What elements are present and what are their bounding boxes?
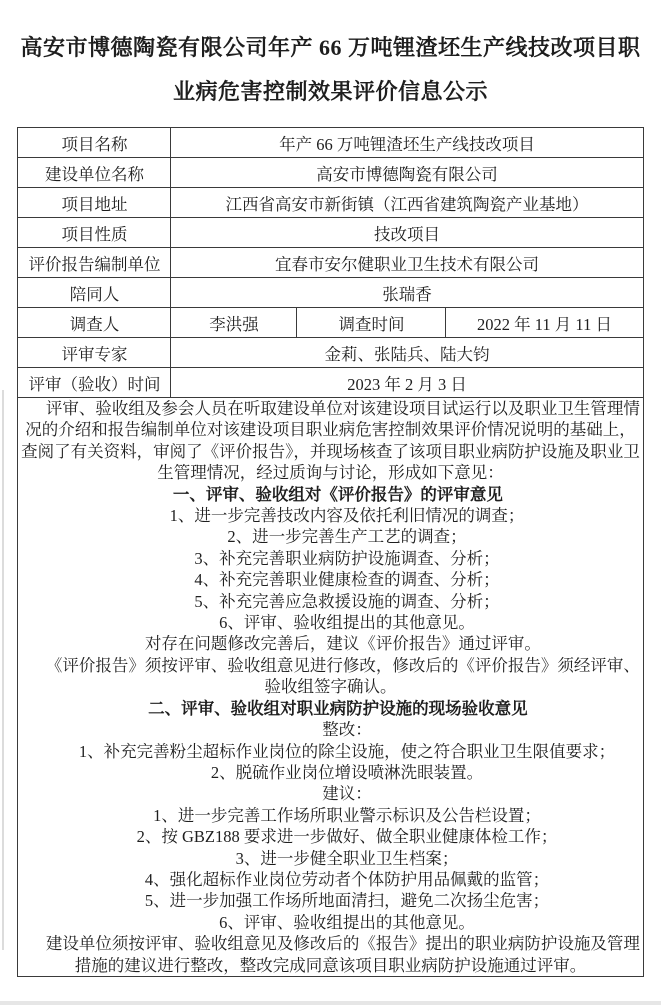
section2-heading: 二、评审、验收组对职业病防护设施的现场验收意见 [148,698,528,718]
suggest-item: 5、进一步加强工作场所地面清扫，避免二次扬尘危害； [144,891,550,911]
row-label: 评审（验收）时间 [18,368,171,398]
section1-conclusion-paragraph: 对存在问题修改完善后，建议《评价报告》通过评审。 [144,634,541,654]
rectify-label: 整改： [322,720,372,740]
row-value-2: 2022 年 11 月 11 日 [446,308,643,338]
table-row-project-name [18,128,643,158]
row-value: 江西省高安市新街镇（江西省建筑陶瓷产业基地） [171,188,643,218]
project-info-table [17,127,643,977]
section1-item: 1、进一步完善技改内容及依托利旧情况的调查； [169,506,525,526]
row-value: 技改项目 [171,218,643,248]
table-row-opinions [18,398,643,977]
section1-revision-paragraph: 《评价报告》须按评审、验收组意见进行修改，修改后的《评价报告》须经评审、验收组签字确认。 [45,655,640,697]
row-value: 年产 66 万吨锂渣坯生产线技改项目 [171,128,643,158]
table-row-investigator [18,308,643,338]
section1-heading: 一、评审、验收组对《评价报告》的评审意见 [172,484,503,504]
row-value: 2023 年 2 月 3 日 [171,368,643,398]
row-label: 建设单位名称 [18,158,171,188]
suggest-item: 2、按 GBZ188 要求进一步做好、做全职业健康体检工作； [136,827,558,847]
scan-artifact-bottom-edge [0,1001,661,1005]
intro-paragraph: 评审、验收组及参会人员在听取建设单位对该建设项目试运行以及职业卫生管理情况的介绍和报告编制单位对该建设项目职业病危害控制效果评价情况说明的基础上，查阅了有关资料，审阅了《评价报告》，并现场核查了该项目职业病防护设施及职业卫生管理情况，经过质询与讨论，形成如下意见： [21,399,640,483]
row-label: 陪同人 [18,278,171,308]
row-label-2: 调查时间 [297,308,446,338]
opinions-body [18,398,643,977]
table-row-construction-unit [18,158,643,188]
section1-item: 3、补充完善职业病防护设施调查、分析； [194,548,500,568]
row-value: 宜春市安尔健职业卫生技术有限公司 [171,248,643,278]
row-value: 张瑞香 [171,278,643,308]
row-label: 调查人 [18,308,171,338]
table-row-review-experts [18,338,643,368]
section1-item: 2、进一步完善生产工艺的调查； [227,527,467,547]
table-row-project-address [18,188,643,218]
row-label: 评审专家 [18,338,171,368]
table-row-accompanying-person [18,278,643,308]
closing-paragraph: 建设单位须按评审、验收组意见及修改后的《报告》提出的职业病防护设施及管理措施的建议进行整改，整改完成同意该项目职业病防护设施通过评审。 [45,934,640,975]
suggest-item: 4、强化超标作业岗位劳动者个体防护用品佩戴的监管； [144,869,550,889]
section1-item: 4、补充完善职业健康检查的调查、分析； [194,570,500,590]
suggest-item: 3、进一步健全职业卫生档案； [235,848,459,868]
row-value: 高安市博德陶瓷有限公司 [171,158,643,188]
row-value: 李洪强 [171,308,297,338]
row-label: 项目地址 [18,188,171,218]
section1-item: 6、评审、验收组提出的其他意见。 [219,613,475,633]
rectify-item: 2、脱硫作业岗位增设喷淋洗眼装置。 [210,762,484,782]
table-row-review-time [18,368,643,398]
section1-item: 5、补充完善应急救援设施的调查、分析； [194,591,500,611]
row-value: 金莉、张陆兵、陆大钧 [171,338,643,368]
row-label: 项目名称 [18,128,171,158]
suggest-item: 6、评审、验收组提出的其他意见。 [219,912,475,932]
row-label: 项目性质 [18,218,171,248]
suggest-label: 建议： [322,784,372,804]
page-title: 高安市博德陶瓷有限公司年产 66 万吨锂渣坯生产线技改项目职业病危害控制效果评价信息公示 [20,35,641,104]
scan-artifact-left-line [2,390,4,950]
row-label: 评价报告编制单位 [18,248,171,278]
table-row-project-nature [18,218,643,248]
suggest-item: 1、进一步完善工作场所职业警示标识及公告栏设置； [153,805,541,825]
rectify-item: 1、补充完善粉尘超标作业岗位的除尘设施，使之符合职业卫生限值要求； [78,741,616,761]
table-row-report-compiler [18,248,643,278]
